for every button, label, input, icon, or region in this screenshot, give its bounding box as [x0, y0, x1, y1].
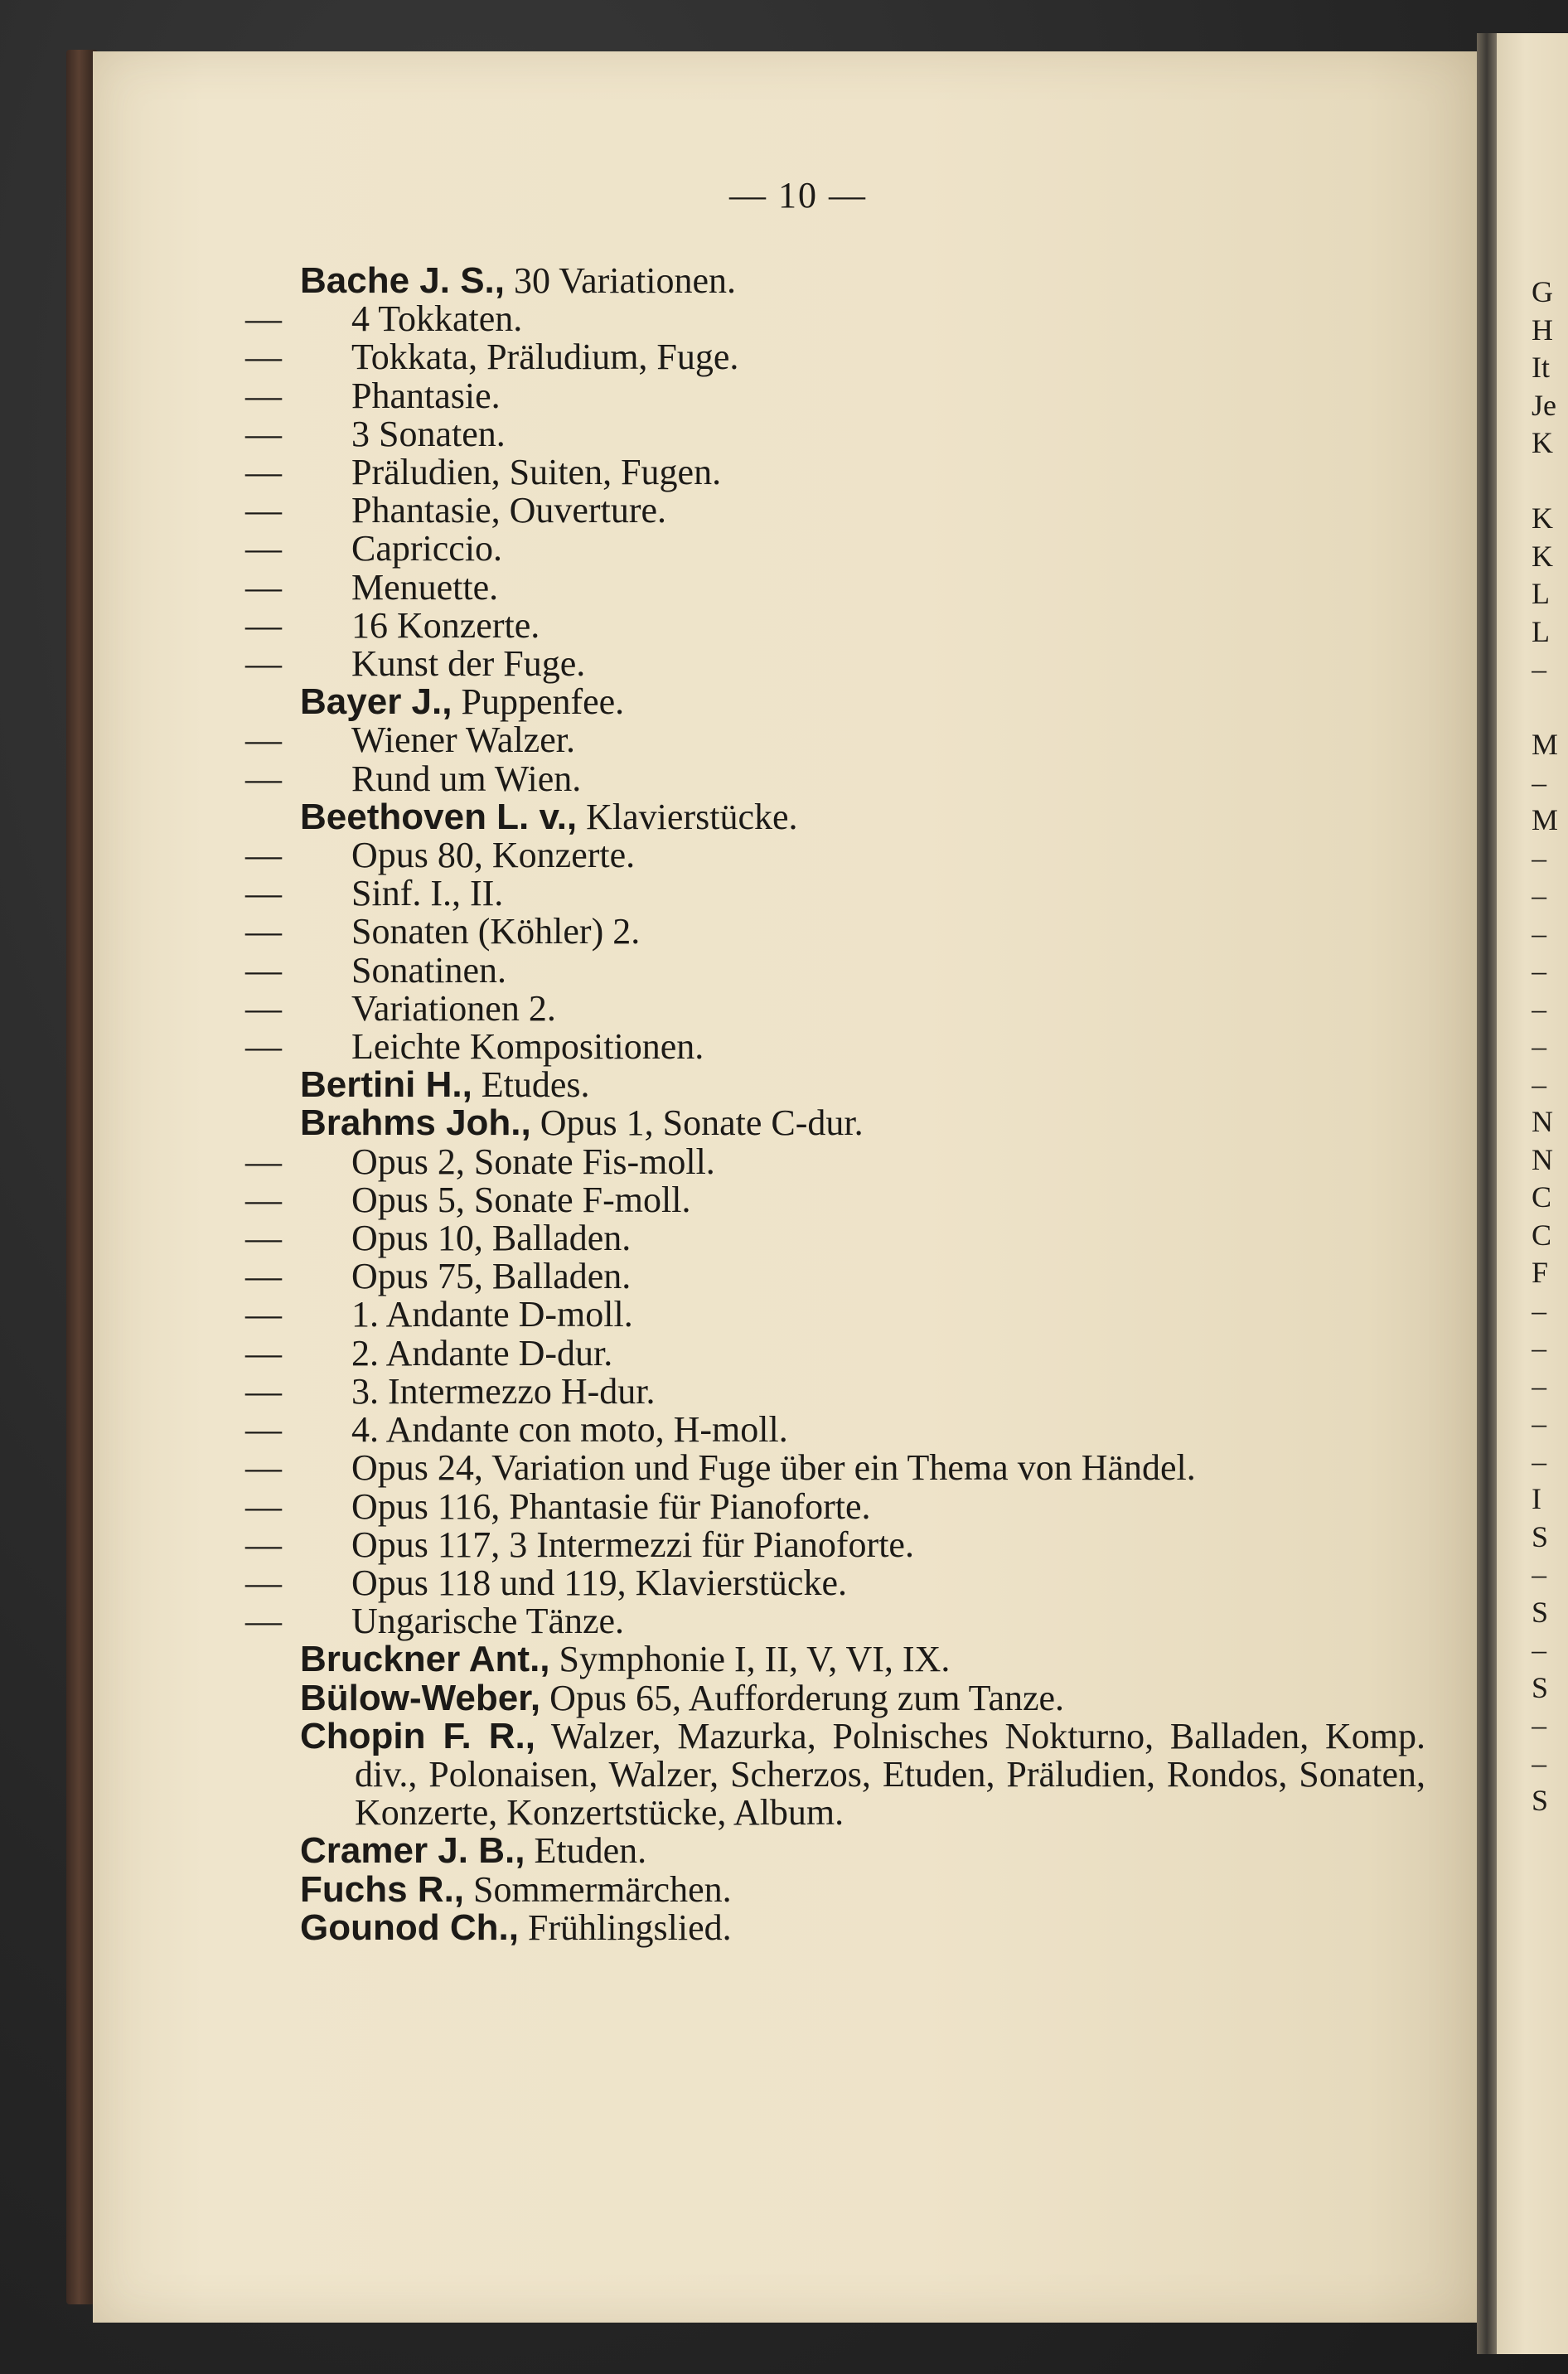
entry-ditto-dash: —	[245, 566, 282, 608]
next-page-fragment: –	[1532, 1444, 1546, 1478]
index-entry	[245, 1332, 1377, 1374]
next-page-fragment: –	[1532, 765, 1546, 799]
index-entry	[245, 1179, 1377, 1220]
index-entry	[245, 719, 1377, 761]
entry-ditto-dash: —	[245, 758, 282, 799]
next-page-fragment: –	[1532, 879, 1546, 912]
index-entry	[245, 873, 1377, 914]
next-page-fragment: It	[1532, 351, 1550, 384]
next-page-fragment	[1532, 689, 1565, 727]
index-entry	[245, 604, 1377, 646]
entry-ditto-dash: —	[245, 1332, 282, 1374]
entry-ditto-dash: —	[245, 835, 282, 876]
entry-text: Opus 117, 3 Intermezzi für Pianoforte.	[351, 1524, 914, 1565]
entry-ditto-dash: —	[245, 1485, 282, 1527]
index-entry	[245, 987, 1377, 1029]
entry-text: Klavierstücke.	[577, 796, 798, 837]
index-entry	[245, 643, 1377, 685]
entry-ditto-dash: —	[245, 490, 282, 531]
entry-text: Menuette.	[351, 566, 499, 608]
next-page-fragment: M	[1532, 728, 1559, 761]
index-entry	[300, 683, 1377, 721]
next-page-fragment: L	[1532, 577, 1550, 610]
entry-ditto-dash: —	[245, 298, 282, 340]
entry-text: Sommermärchen.	[464, 1868, 732, 1910]
index-entry	[245, 1026, 1377, 1068]
index-entry	[245, 490, 1377, 531]
entry-text: 2. Andante D-dur.	[351, 1332, 613, 1374]
composer-index-list	[245, 260, 1425, 1948]
entry-text: Tokkata, Präludium, Fuge.	[351, 337, 739, 378]
entry-ditto-dash: —	[245, 604, 282, 646]
entry-author: Bache J. S.,	[300, 260, 506, 301]
next-page-fragment: C	[1532, 1218, 1552, 1252]
entry-ditto-dash: —	[245, 719, 282, 761]
entry-text: Phantasie, Ouverture.	[351, 490, 666, 531]
entry-text: 4. Andante con moto, H-moll.	[351, 1409, 788, 1451]
next-page-fragment: K	[1532, 539, 1553, 573]
next-page-fragment: S	[1532, 1784, 1549, 1817]
next-page-fragment: S	[1532, 1670, 1549, 1704]
next-page-fragment: K	[1532, 501, 1553, 535]
index-entry	[245, 337, 1377, 378]
index-entry	[300, 798, 1377, 836]
index-entry	[300, 1832, 1377, 1870]
entry-ditto-dash: —	[245, 1409, 282, 1451]
index-entry	[245, 1218, 1377, 1259]
next-page-fragment: –	[1532, 1067, 1546, 1101]
entry-ditto-dash: —	[245, 1141, 282, 1182]
entry-ditto-dash: —	[245, 911, 282, 952]
entry-author: Chopin F. R.,	[300, 1715, 535, 1756]
next-page-fragment: –	[1532, 1746, 1546, 1780]
index-entry	[245, 1447, 1425, 1489]
next-page-fragment: M	[1532, 803, 1559, 836]
next-page-fragment: –	[1532, 1407, 1546, 1440]
next-page-fragment: F	[1532, 1256, 1549, 1289]
entry-ditto-dash: —	[245, 413, 282, 454]
entry-text: Opus 2, Sonate Fis-moll.	[351, 1141, 715, 1182]
index-entry	[245, 566, 1377, 608]
index-entry	[300, 1715, 1425, 1834]
entry-text: Kunst der Fuge.	[351, 643, 586, 685]
entry-ditto-dash: —	[245, 452, 282, 493]
entry-text: Etuden.	[525, 1830, 647, 1872]
next-page-fragment: S	[1532, 1595, 1549, 1629]
index-entry	[245, 1409, 1377, 1451]
index-entry	[245, 949, 1377, 991]
entry-text: Sonatinen.	[351, 949, 506, 991]
next-page-fragment: –	[1532, 954, 1546, 987]
entry-text: 4 Tokkaten.	[351, 298, 523, 340]
entry-author: Bülow-Weber,	[300, 1677, 541, 1718]
entry-text: Opus 1, Sonate C-dur.	[530, 1102, 864, 1144]
next-page-fragment: –	[1532, 1708, 1546, 1742]
index-entry	[300, 1066, 1377, 1104]
next-page-fragment: –	[1532, 1030, 1546, 1063]
index-entry	[300, 1679, 1377, 1718]
entry-text: Sinf. I., II.	[351, 873, 504, 914]
next-page-fragment: –	[1532, 1633, 1546, 1666]
entry-text: Variationen 2.	[351, 987, 556, 1029]
page-number: — 10 —	[729, 175, 867, 216]
entry-ditto-dash: —	[245, 1370, 282, 1412]
entry-author: Gounod Ch.,	[300, 1906, 519, 1948]
entry-author: Bertini H.,	[300, 1064, 472, 1106]
index-entry	[245, 758, 1377, 799]
index-entry	[245, 1485, 1377, 1527]
entry-text: 30 Variationen.	[505, 260, 737, 301]
entry-text: Walzer, Mazurka, Polnisches Nokturno, Balladen, Komp. div., Polonaisen, Walzer, Scherzos, Etuden, Präludien, Rondos, Sonaten, Konzerte, Konzertstücke, Album.	[355, 1715, 1425, 1834]
entry-ditto-dash: —	[245, 1256, 282, 1297]
entry-text: Leichte Kompositionen.	[351, 1026, 704, 1068]
entry-ditto-dash: —	[245, 1447, 282, 1489]
entry-text: Phantasie.	[351, 375, 501, 416]
entry-text: Präludien, Suiten, Fugen.	[351, 452, 722, 493]
book-gutter	[1477, 33, 1497, 2354]
entry-author: Fuchs R.,	[300, 1868, 465, 1910]
entry-author: Bayer J.,	[300, 681, 452, 723]
entry-ditto-dash: —	[245, 1601, 282, 1642]
next-page-fragment: G	[1532, 275, 1553, 308]
entry-text: Capriccio.	[351, 528, 503, 569]
index-entry	[300, 1104, 1377, 1142]
entry-text: Opus 5, Sonate F-moll.	[351, 1179, 691, 1220]
entry-ditto-dash: —	[245, 1562, 282, 1603]
entry-text: Symphonie I, II, V, VI, IX.	[549, 1639, 951, 1680]
next-page-fragment: –	[1532, 991, 1546, 1025]
entry-author: Brahms Joh.,	[300, 1102, 531, 1144]
entry-author: Beethoven L. v.,	[300, 796, 578, 837]
entry-author: Cramer J. B.,	[300, 1830, 525, 1872]
index-entry	[245, 413, 1377, 454]
entry-ditto-dash: —	[245, 949, 282, 991]
entry-text: Opus 116, Phantasie für Pianoforte.	[351, 1485, 871, 1527]
next-page-fragment: –	[1532, 916, 1546, 950]
next-page-fragment: Je	[1532, 388, 1556, 422]
entry-text: Ungarische Tänze.	[351, 1601, 625, 1642]
entry-ditto-dash: —	[245, 1294, 282, 1335]
index-entry	[245, 1524, 1377, 1565]
entry-text: Puppenfee.	[452, 681, 625, 723]
entry-text: 3 Sonaten.	[351, 413, 506, 454]
next-page-fragment: –	[1532, 841, 1546, 875]
next-page-fragment: –	[1532, 1293, 1546, 1327]
entry-ditto-dash: —	[245, 643, 282, 685]
index-entry	[245, 1370, 1377, 1412]
index-entry	[245, 1601, 1377, 1642]
next-page-fragment: S	[1532, 1519, 1549, 1553]
index-entry	[245, 1562, 1377, 1603]
next-page-fragment: I	[1532, 1482, 1541, 1515]
entry-text: Opus 65, Aufforderung zum Tanze.	[540, 1677, 1065, 1718]
entry-text: 3. Intermezzo H-dur.	[351, 1370, 656, 1412]
entry-ditto-dash: —	[245, 873, 282, 914]
entry-ditto-dash: —	[245, 1524, 282, 1565]
entry-text: Sonaten (Köhler) 2.	[351, 911, 641, 952]
index-entry	[245, 835, 1377, 876]
index-entry	[245, 528, 1377, 569]
entry-text: Etudes.	[472, 1064, 590, 1106]
index-entry	[245, 911, 1377, 952]
index-entry	[245, 452, 1377, 493]
entry-ditto-dash: —	[245, 337, 282, 378]
entry-text: Rund um Wien.	[351, 758, 582, 799]
entry-text: Opus 10, Balladen.	[351, 1218, 632, 1259]
entry-text: Opus 24, Variation und Fuge über ein Thema von Händel.	[351, 1447, 1196, 1489]
entry-text: Opus 118 und 119, Klavierstücke.	[351, 1562, 847, 1603]
entry-ditto-dash: —	[245, 528, 282, 569]
index-entry	[245, 1256, 1377, 1297]
index-entry	[245, 1294, 1377, 1335]
next-page-fragment: –	[1532, 1369, 1546, 1403]
index-entry	[245, 298, 1377, 340]
index-entry	[300, 262, 1377, 300]
entry-ditto-dash: —	[245, 1026, 282, 1068]
entry-text: Wiener Walzer.	[351, 719, 575, 761]
next-page-fragment: L	[1532, 614, 1550, 648]
next-page-fragment: H	[1532, 312, 1553, 346]
entry-text: 1. Andante D-moll.	[351, 1294, 633, 1335]
entry-text: Opus 75, Balladen.	[351, 1256, 632, 1297]
index-entry	[245, 375, 1377, 416]
next-page-fragment: –	[1532, 1558, 1546, 1591]
next-page-fragment: –	[1532, 652, 1546, 686]
entry-author: Bruckner Ant.,	[300, 1639, 550, 1680]
index-entry	[300, 1868, 1377, 1910]
next-page-fragment	[1532, 463, 1565, 501]
entry-ditto-dash: —	[245, 1179, 282, 1220]
next-page-text-fragments	[1532, 274, 1565, 1820]
entry-ditto-dash: —	[245, 1218, 282, 1259]
index-entry	[300, 1906, 1377, 1948]
next-page-fragment: K	[1532, 426, 1553, 459]
next-page-fragment: C	[1532, 1180, 1552, 1214]
next-page-fragment: N	[1532, 1142, 1553, 1176]
entry-text: Opus 80, Konzerte.	[351, 835, 636, 876]
entry-ditto-dash: —	[245, 987, 282, 1029]
entry-text: 16 Konzerte.	[351, 604, 540, 646]
index-entry	[245, 1141, 1377, 1182]
next-page-fragment: N	[1532, 1105, 1553, 1138]
index-entry	[300, 1640, 1377, 1679]
entry-ditto-dash: —	[245, 375, 282, 416]
next-page-fragment: –	[1532, 1331, 1546, 1364]
entry-text: Frühlingslied.	[518, 1906, 732, 1948]
